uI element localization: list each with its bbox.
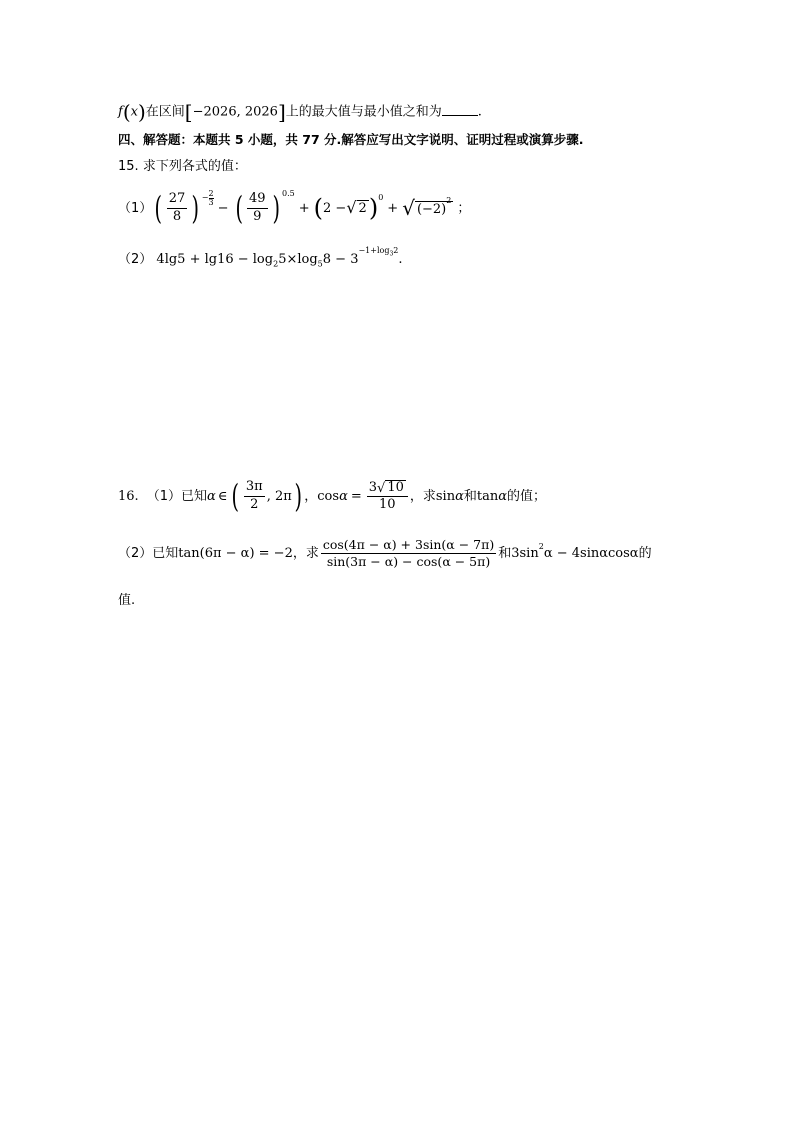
exp-minus-2-3: − $\frac{2}{3}$ xyxy=(201,188,214,207)
interval-values: −2026, 2026 xyxy=(192,104,278,120)
frac-cos-value: 3 √ 10 10 xyxy=(367,480,408,512)
q15-number: 15. xyxy=(118,159,139,174)
problem-14-tail: f(x)在区间[−2026, 2026]上的最大值与最小值之和为 . xyxy=(118,100,482,124)
q15-prompt: 15. 求下列各式的值： xyxy=(118,159,247,174)
q16-tail: 值. xyxy=(118,593,136,608)
q16-part1: 16. （1）已知 α ∈ ( $\frac{3\pi}{2}$ , 2π ) ， cos α = 3 √ 10 10 ，求 sin α 和 tan α 的值； xyxy=(118,477,547,516)
q16-part2: （2）已知 tan(6π − α) = −2 ，求 $\frac{\cos(4\pi - \alpha) + 3\sin(\alpha - 7\pi)}{\sin(3\pi - \alpha) - \cos(\alpha - 5\pi)}$ 和 3sin $^2$ α − 4sinαcosα 的 xyxy=(118,537,652,569)
sqrt-neg2-sq: √ $(-2)^2$ xyxy=(402,196,452,220)
text-max-min: 上的最大值与最小值之和为 xyxy=(285,104,442,120)
text-interval: 在区间 xyxy=(145,104,185,120)
var-x: x xyxy=(130,104,138,120)
section-header: 四、解答题：本题共 5 小题，共 77 分.解答应写出文字说明、证明过程或演算步骤. xyxy=(118,132,584,147)
answer-blank xyxy=(442,103,478,116)
frac-49-9: $\frac{49}{9}$ xyxy=(248,191,266,224)
sqrt-2: √ 2 xyxy=(346,198,367,218)
frac-27-8: $\frac{27}{8}$ xyxy=(168,191,186,224)
frac-trig: $\frac{\cos(4\pi - \alpha) + 3\sin(\alpha - 7\pi)}{\sin(3\pi - \alpha) - \cos(\alpha - 5\pi)}$ xyxy=(322,537,495,569)
power-exponent: −1+log32 xyxy=(358,246,399,258)
function-f: f xyxy=(118,104,123,120)
q15-part2: （2） $4\lg 5 + \lg 16 - \log_25\times\log_58 - 3^{-1+log_32}$. xyxy=(118,246,403,269)
frac-3pi-2: $\frac{3\pi}{2}$ xyxy=(245,479,263,512)
q15-part1: （1） ( $\frac{27}{8}$ ) − $\frac{2}{3}$ − ( $\frac{49}{9}$ ) 0.5 + ( 2 − √ 2 ) 0 + √ $(-2)^2$ ； xyxy=(118,188,471,227)
